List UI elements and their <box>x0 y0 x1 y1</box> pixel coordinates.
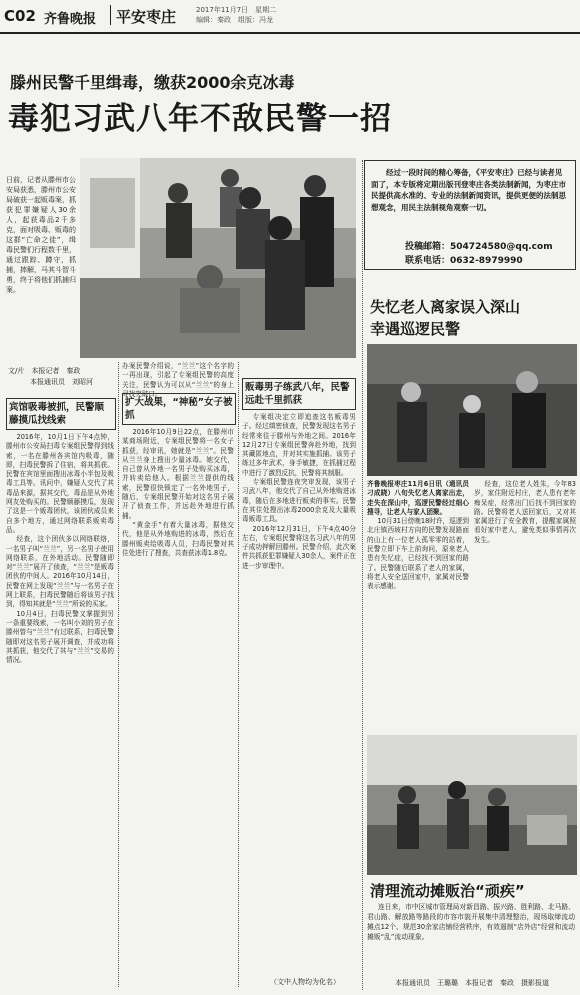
issue-date: 2017年11月7日 星期二 <box>196 6 277 14</box>
section-heading-2: 扩大战果，“神秘”女子被抓 <box>125 397 233 421</box>
side-story-photo <box>367 344 577 476</box>
section-box-2 <box>122 393 236 425</box>
section-title: 平安枣庄 <box>116 8 177 26</box>
notice-text: 经过一段时间的精心筹备，《平安枣庄》已经与读者见面了，本专版将定期出版刊登枣庄各类法制新闻，为枣庄市民提供高水准的、专业的法制新闻资讯，提供更便的法制思想观念，用民主法制视角观察一切。 <box>371 168 566 212</box>
page-number: C02 <box>4 7 36 25</box>
bottom-story-title: 清理流动摊贩治“顽疾” <box>370 882 525 900</box>
arrest-photo <box>80 158 356 358</box>
side-story-title-2: 幸遇巡逻民警 <box>370 320 461 338</box>
newspaper-brand: 齐鲁晚报 <box>44 12 97 27</box>
notice-email <box>405 239 553 252</box>
paragraph: 连日来，市中区城市管理局对新昌路、振兴路、胜利路、北马路、君山路、解放路等路段的市容市貌开展集中清理整治，现场取缔流动摊点12个、规范30余家店铺经营秩序，有效遏制“店外店”经营和流动摊贩“乱”流动现象。 <box>367 903 575 941</box>
masthead-divider <box>110 5 111 25</box>
main-headline: 毒犯习武八年不敌民警一招 <box>8 101 392 137</box>
col2-lead-text: 办案民警介绍说，“兰兰”这个名字的一再出现，引起了专案组民警的高度关注，民警认为可以从“兰兰”的身上寻找突破口。 <box>122 362 234 398</box>
bottom-story-credit: 本报通讯员 王璐璐 本报记者 秦政 摄影报道 <box>395 979 549 987</box>
market-photo <box>367 735 577 875</box>
editors: 编辑：秦政 组版：冯龙 <box>196 16 273 24</box>
side-story-title-1: 失忆老人离家误入深山 <box>370 298 521 316</box>
paragraph: 专案组决定立即追查这名贩毒男子。经过缜密侦查，民警发现这名男子经常来往于滕州与外地之间。2016年12月27日专案组民警奔赴外地，找到其藏匿地点，并对其实施抓捕。该男子练过多年武术，身手敏捷，在抓捕过程中进行了激烈反抗，民警将其制服。 <box>242 413 356 477</box>
byline-correspondent: 本报通讯员 刘昭河 <box>30 378 93 386</box>
notice-phone <box>405 253 523 266</box>
byline-reporter: 文/片 本报记者 秦政 <box>8 367 81 375</box>
paragraph: 经查，这位老人姓朱，今年83岁，家住附近村庄，老人患有老年痴呆症，经常出门后找不到回家的路。民警将老人送回家后，又对其家属进行了安全教育，提醒家属照看好家中老人，避免类似事情再次发生。 <box>474 480 576 544</box>
paragraph: 2016年，10月1日下午4点钟，滕州市公安局扫毒专案组民警得到线索，一名在滕州各宾馆内吸毒，随即，扫毒民警拆了住宿，将其抓获。民警在宾馆里面搜出冰毒小半包及吸毒工具等。讯问中，嫌疑人交代了其毒品来源，据其交代，毒品是从外地网友处购买的。民警顺藤摸瓜，发现了这是一个贩毒团伙，该团伙成员来自多个地方，通过网络联系贩卖毒品。 <box>6 433 114 534</box>
paragraph: “黄金手”有着大量冰毒，据他交代，他是从外地购进的冰毒，然后在滕州贩卖给吸毒人员，扫毒民警对其住处进行了搜查，共查获冰毒1.8克。 <box>122 520 234 557</box>
section-box-3 <box>242 378 356 410</box>
paragraph: 2016年12月31日，下午4点40分左右，专案组民警将这名习武八年的男子成功押解回滕州。民警介绍，此次案件共抓获犯罪嫌疑人30余人，案件正在进一步审理中。 <box>242 524 356 570</box>
column-divider <box>238 362 239 987</box>
col2-lead <box>122 362 234 398</box>
masthead-info <box>196 5 276 25</box>
paragraph: 专案组民警连夜突审发现，该男子习武八年，他交代了自己从外地购进冰毒，随后在多地进行贩卖的事实。民警在其住处搜出冰毒2000余克及大量吸毒贩毒工具。 <box>242 478 356 524</box>
section-heading-3: 贩毒男子练武八年，民警远赴千里抓获 <box>245 382 350 406</box>
section-box-1 <box>6 398 116 430</box>
email-label: 投稿邮箱： <box>405 242 451 252</box>
main-subtitle: 滕州民警千里缉毒，缴获2000余克冰毒 <box>10 73 295 92</box>
notice-box <box>364 160 576 270</box>
phone-label: 联系电话： <box>405 256 451 266</box>
paragraph: 10月4日，扫毒民警又掌握到另一条重要线索，一名叫小刘的男子在滕州曾与“兰兰”有过联系，扫毒民警随即对这名男子展开调查，并成功将其抓获，他交代了其与“兰兰”交易的情况。 <box>6 609 114 665</box>
article-column-2 <box>122 428 234 988</box>
article-column-1 <box>6 433 114 988</box>
section-heading-1: 宾馆吸毒被抓，民警顺藤摸瓜找线索 <box>9 402 105 426</box>
side-lead: 齐鲁晚报枣庄11月6日讯（通讯员 刁成晓）八旬失忆老人离家出走，走失在深山中，巡逻民警经过细心搜寻，让老人与家人团聚。 <box>367 480 476 516</box>
article-column-3 <box>242 413 356 975</box>
masthead <box>0 0 580 34</box>
paragraph: 经查，这个团伙多以网络联络，一名男子叫“兰兰”，另一名男子使用网络联系，在外地活动。民警随即对“兰兰”展开了侦查，“兰兰”是贩毒团伙的中间人。2016年10月14日，民警在网上发现“兰兰”与一名男子在网上联系，扫毒民警随后将该男子找到，得知其就是“兰兰”所说的买家。 <box>6 535 114 609</box>
paragraph: 10月31日傍晚18时许，巡逻到北庄镇西坡村方向的民警发现路面的山上有一位老人孤零零的站着，民警立即下车上前询问，原来老人患有失忆症，已经找不到回家的路了。民警随后联系了老人的家属，将老人安全送回家中，家属对民警表示感谢。 <box>367 517 469 591</box>
article-footnote: （文中人物均为化名） <box>270 978 340 986</box>
column-divider <box>362 160 363 990</box>
photo-caption: 日前，记者从滕州市公安局获悉，滕州市公安局破获一起贩毒案，抓获犯罪嫌疑人30余人，起获毒品2千多克，面对吸毒、贩毒的这群“亡命之徒”，缉毒民警们行程数千里，通过跟踪、蹲守，抓捕，摔解，马其斗智斗勇，终于将他们抓捕归案。 <box>6 176 76 294</box>
paragraph: 2016年10月9日22点，在滕州市某商场附近，专案组民警将一名女子抓获，经审讯，她就是“兰兰”。民警从兰兰身上搜出少量冰毒。她交代，自己曾从外地一名男子处购买冰毒，并转卖给他人。根据兰兰提供的线索，民警很快锁定了一名外地男子，随后，专案组民警开始对这名男子展开了侦查工作，并远赴外地进行抓捕。 <box>122 428 234 520</box>
email-address[interactable]: 504724580@qq.com <box>450 242 553 252</box>
phone-number: 0632-8979990 <box>450 256 523 266</box>
bottom-story-caption <box>367 902 575 972</box>
column-divider <box>118 362 119 987</box>
